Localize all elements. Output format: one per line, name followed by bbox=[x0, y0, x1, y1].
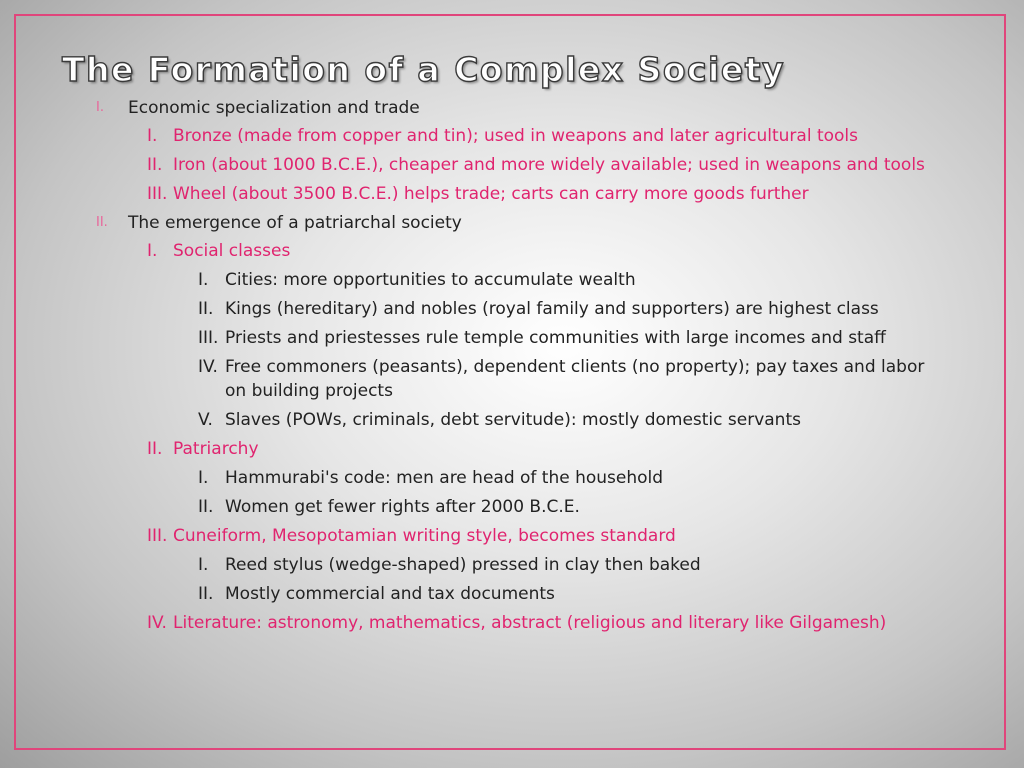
outline-item-text: Cities: more opportunities to accumulate wealth bbox=[225, 270, 636, 290]
outline-item-number: I. bbox=[198, 270, 209, 290]
outline-item-text: Economic specialization and trade bbox=[128, 98, 420, 118]
outline-item-level-3 bbox=[0, 408, 1024, 432]
outline-item-number: IV. bbox=[147, 613, 167, 633]
outline-item-text: Women get fewer rights after 2000 B.C.E. bbox=[225, 497, 580, 517]
outline-item-level-2 bbox=[0, 182, 1024, 206]
outline-item-level-1 bbox=[0, 211, 1024, 235]
outline-item-number: I. bbox=[147, 241, 158, 261]
outline-item-text: Social classes bbox=[173, 241, 291, 261]
outline-item-level-2 bbox=[0, 524, 1024, 548]
outline-item-level-3 bbox=[0, 268, 1024, 292]
slide-outline bbox=[0, 96, 1024, 640]
outline-item-number: III. bbox=[147, 526, 168, 546]
outline-item-level-3 bbox=[0, 495, 1024, 519]
outline-item-level-3 bbox=[0, 355, 1024, 403]
outline-item-number: II. bbox=[96, 215, 108, 230]
outline-item-number: II. bbox=[147, 155, 163, 175]
outline-item-level-2 bbox=[0, 239, 1024, 263]
outline-item-level-3 bbox=[0, 553, 1024, 577]
outline-item-text: Literature: astronomy, mathematics, abstract (religious and literary like Gilgamesh) bbox=[173, 613, 887, 633]
outline-item-number: III. bbox=[147, 184, 168, 204]
outline-item-level-2 bbox=[0, 124, 1024, 148]
outline-item-level-1 bbox=[0, 96, 1024, 120]
outline-item-text: Iron (about 1000 B.C.E.), cheaper and more widely available; used in weapons and tools bbox=[173, 155, 925, 175]
outline-item-number: I. bbox=[198, 468, 209, 488]
outline-item-number: II. bbox=[198, 497, 214, 517]
outline-item-text: Cuneiform, Mesopotamian writing style, becomes standard bbox=[173, 526, 676, 546]
outline-item-number: IV. bbox=[198, 357, 218, 377]
outline-item-number: III. bbox=[198, 328, 219, 348]
outline-item-number: I. bbox=[198, 555, 209, 575]
outline-item-text: Free commoners (peasants), dependent clients (no property); pay taxes and labor on building projects bbox=[225, 357, 925, 401]
outline-item-text: Reed stylus (wedge-shaped) pressed in clay then baked bbox=[225, 555, 701, 575]
outline-item-number: II. bbox=[198, 299, 214, 319]
outline-item-text: The emergence of a patriarchal society bbox=[128, 213, 462, 233]
outline-item-number: I. bbox=[147, 126, 158, 146]
outline-item-text: Bronze (made from copper and tin); used in weapons and later agricultural tools bbox=[173, 126, 858, 146]
outline-item-number: I. bbox=[96, 100, 104, 115]
outline-item-level-3 bbox=[0, 297, 1024, 321]
outline-item-number: II. bbox=[147, 439, 163, 459]
outline-item-level-2 bbox=[0, 611, 1024, 635]
outline-item-text: Slaves (POWs, criminals, debt servitude): mostly domestic servants bbox=[225, 410, 801, 430]
outline-item-number: II. bbox=[198, 584, 214, 604]
outline-item-number: V. bbox=[198, 410, 213, 430]
outline-item-level-3 bbox=[0, 582, 1024, 606]
outline-item-text: Patriarchy bbox=[173, 439, 259, 459]
outline-item-level-3 bbox=[0, 466, 1024, 490]
slide-title: The Formation of a Complex Society bbox=[62, 50, 786, 89]
outline-item-text: Mostly commercial and tax documents bbox=[225, 584, 555, 604]
outline-item-text: Wheel (about 3500 B.C.E.) helps trade; carts can carry more goods further bbox=[173, 184, 809, 204]
outline-item-level-3 bbox=[0, 326, 1024, 350]
outline-item-level-2 bbox=[0, 153, 1024, 177]
outline-item-text: Hammurabi's code: men are head of the household bbox=[225, 468, 664, 488]
outline-item-text: Priests and priestesses rule temple communities with large incomes and staff bbox=[225, 328, 886, 348]
outline-item-text: Kings (hereditary) and nobles (royal family and supporters) are highest class bbox=[225, 299, 879, 319]
outline-item-level-2 bbox=[0, 437, 1024, 461]
